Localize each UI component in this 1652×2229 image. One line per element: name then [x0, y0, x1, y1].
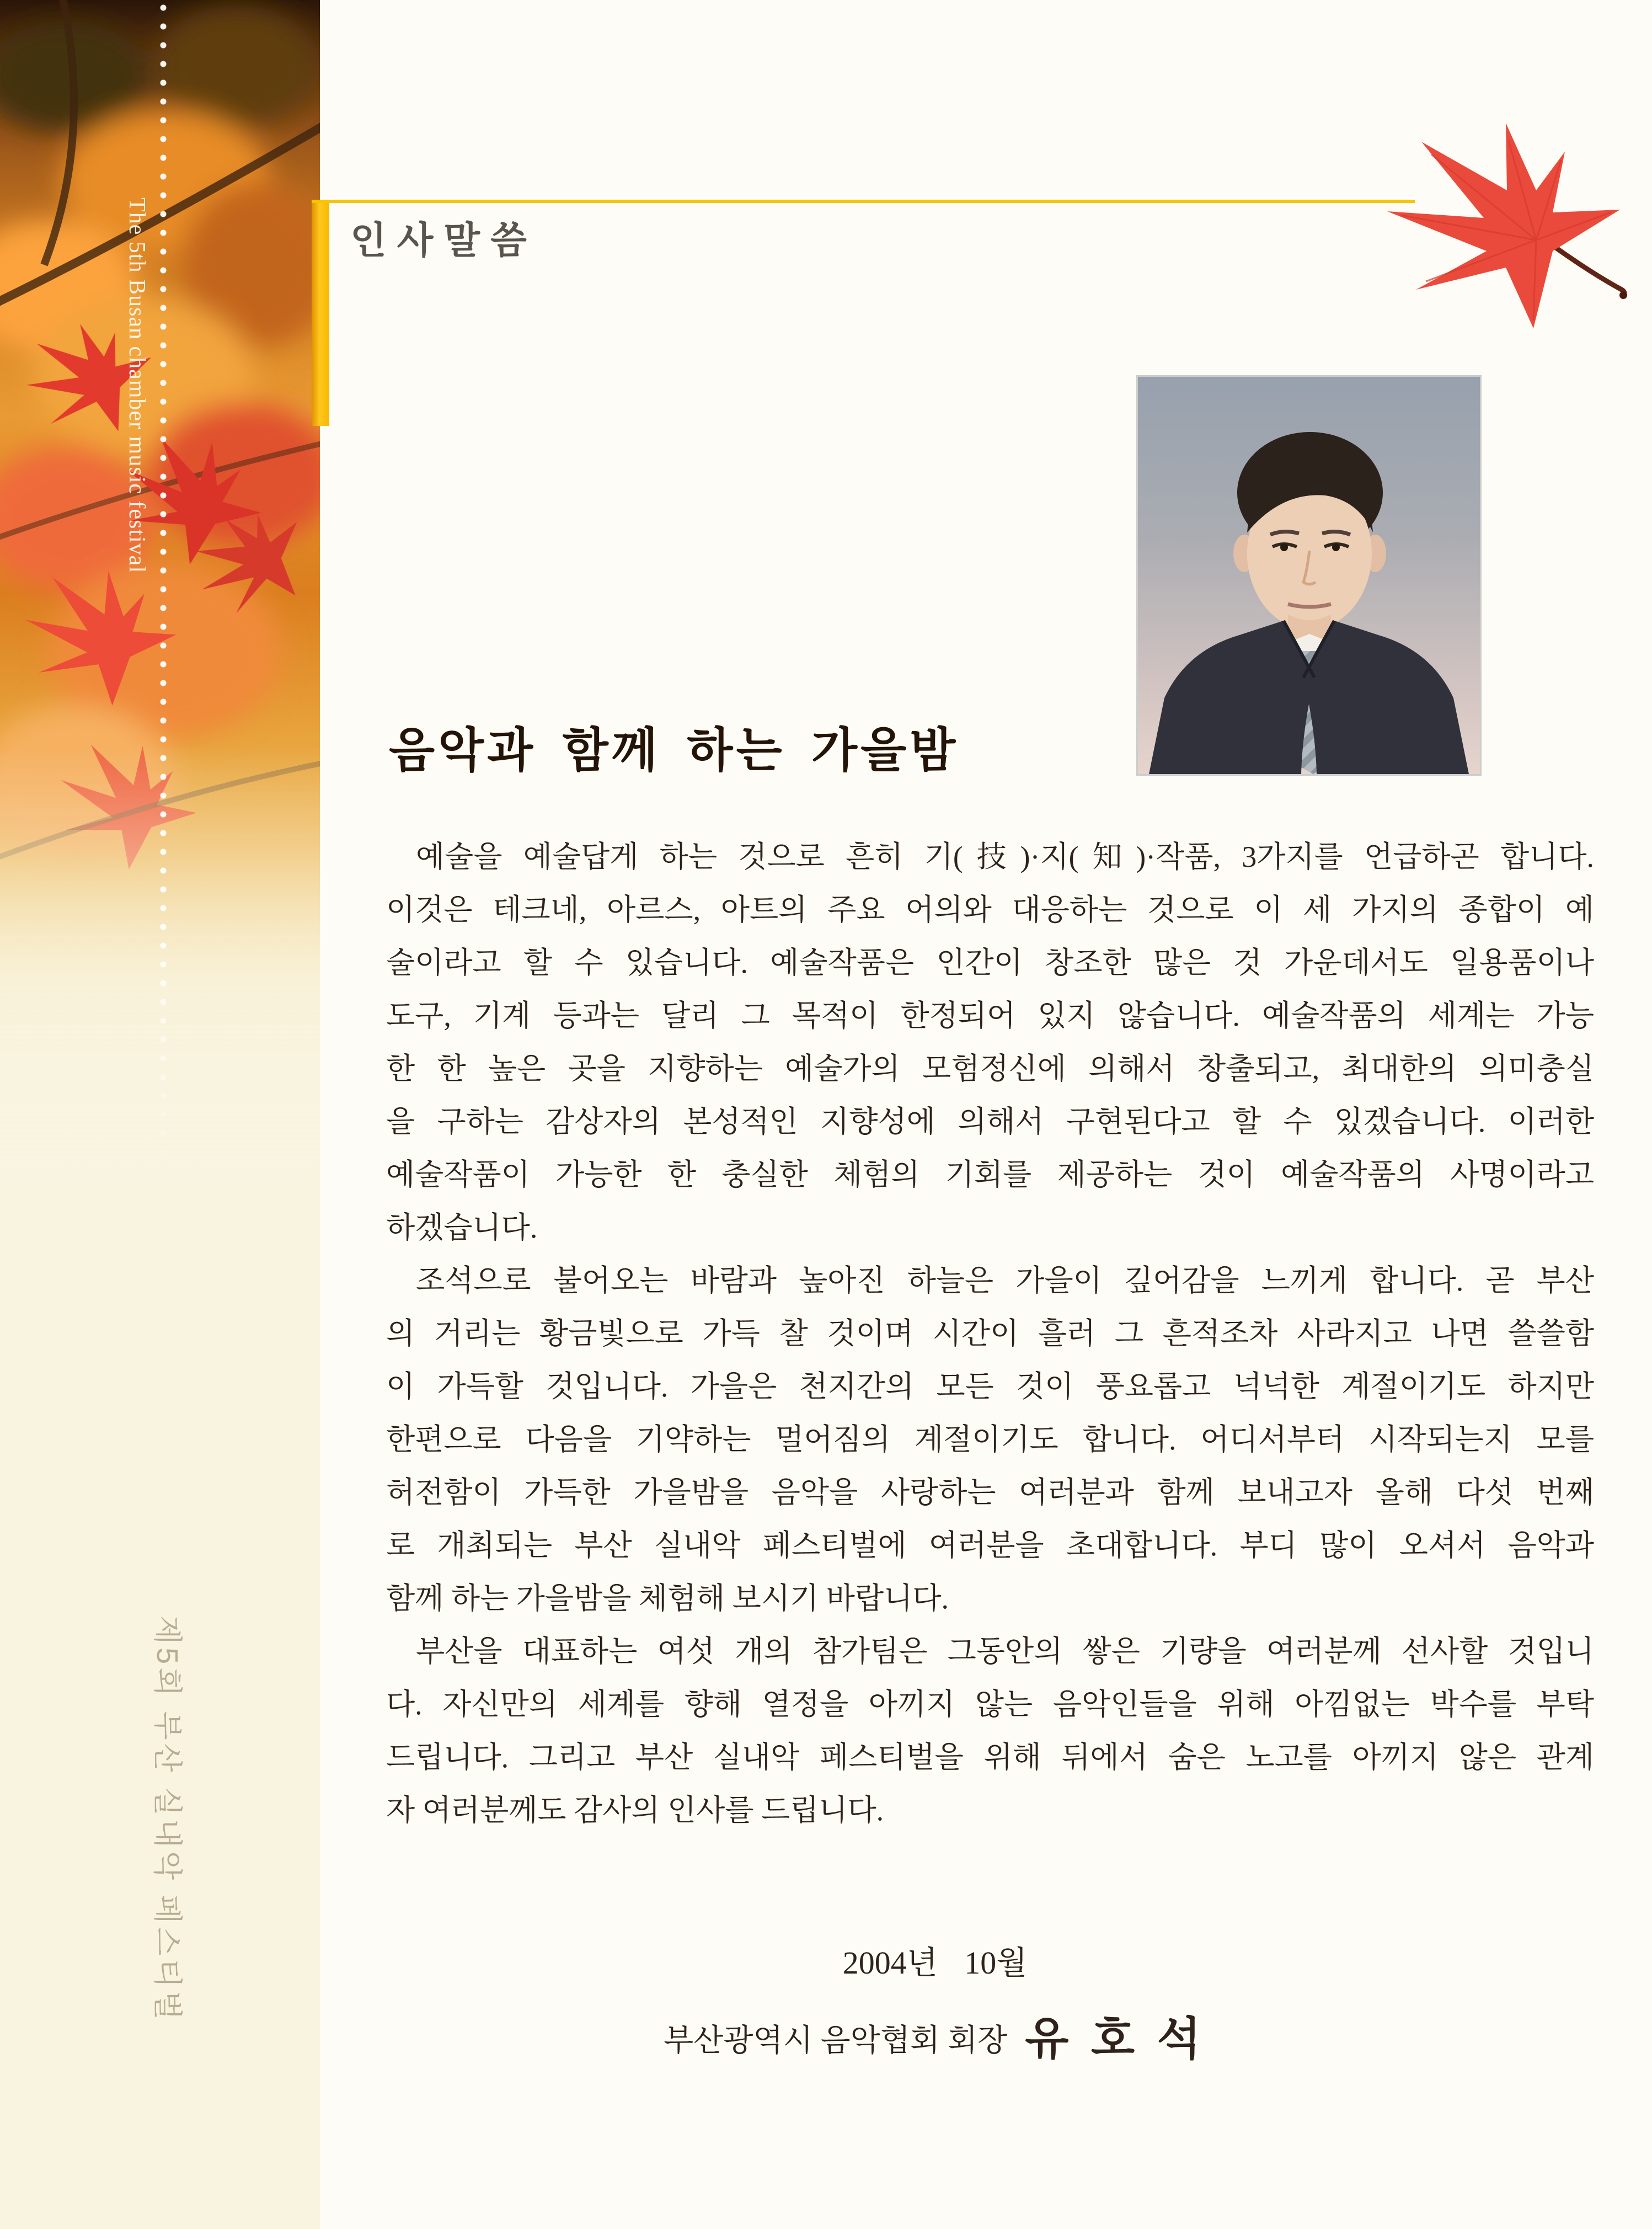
yellow-accent-bar: [312, 200, 329, 426]
body-text-line: 술이라고 할 수 있습니다. 예술작품은 인간이 창조한 많은 것 가운데서도 일용품이나: [386, 946, 1594, 979]
body-text-line: 조석으로 불어오는 바람과 높아진 하늘은 가을이 깊어감을 느끼게 합니다. 곧 부산: [416, 1264, 1594, 1297]
body-text-line: 하겠습니다.: [386, 1211, 538, 1244]
vertical-festival-title-en: The 5th Busan chamber music festival: [124, 198, 149, 573]
section-title: 인사말씀: [350, 220, 537, 262]
signature-line: [386, 2003, 1484, 2067]
body-text-line: 부산을 대표하는 여섯 개의 참가팀은 그동안의 쌓은 기량을 여러분께 선사할 것입니: [416, 1635, 1594, 1668]
maple-leaf-icon: [1368, 108, 1638, 345]
greeting-title: 음악과 함께 하는 가을밤: [389, 724, 959, 777]
yellow-accent-line: [312, 200, 1415, 203]
body-text-line: 을 구하는 감상자의 본성적인 지향성에 의해서 구현된다고 할 수 있겠습니다. 이러한: [386, 1105, 1594, 1138]
vertical-festival-title-ko: 제5회 부산 실내악 페스티벌: [151, 1615, 184, 2023]
body-text-line: 예술을 예술답게 하는 것으로 흔히 기(技)·지(知)·작품, 3가지를 언급하곤 합니다.: [416, 840, 1594, 873]
dotted-divider-line: [159, 0, 167, 1186]
body-text-line: 의 거리는 황금빛으로 가득 찰 것이며 시간이 흘러 그 흔적조차 사라지고 나면 쓸쓸함: [386, 1317, 1594, 1350]
signature-organization: 부산광역시 음악협회 회장: [664, 2024, 1008, 2058]
closing-date: 2004년 10월: [842, 1945, 1028, 1981]
body-text-line: 자 여러분께도 감사의 인사를 드립니다.: [386, 1794, 884, 1827]
chairman-portrait-photo: [1136, 375, 1482, 776]
body-text-line: 이것은 테크네, 아르스, 아트의 주요 어의와 대응하는 것으로 이 세 가지의 종합이 예: [386, 893, 1594, 926]
body-text-line: 드립니다. 그리고 부산 실내악 페스티벌을 위해 뒤에서 숨은 노고를 아끼지 않은 관계: [386, 1741, 1594, 1774]
body-text-line: 한편으로 다음을 기약하는 멀어짐의 계절이기도 합니다. 어디서부터 시작되는지 모를: [386, 1423, 1594, 1456]
body-text-line: 한 한 높은 곳을 지향하는 예술가의 모험정신에 의해서 창출되고, 최대한의 의미충실: [386, 1052, 1594, 1085]
body-text-line: 다. 자신만의 세계를 향해 열정을 아끼지 않는 음악인들을 위해 아낌없는 박수를 부탁: [386, 1688, 1594, 1721]
body-text-line: 함께 하는 가을밤을 체험해 보시기 바랍니다.: [386, 1582, 949, 1615]
body-text-line: 로 개최되는 부산 실내악 페스티벌에 여러분을 초대합니다. 부디 많이 오셔서 음악과: [386, 1529, 1594, 1562]
autumn-leaves-sidebar: [0, 0, 320, 2229]
body-text-line: 예술작품이 가능한 한 충실한 체험의 기회를 제공하는 것이 예술작품의 사명이라고: [386, 1158, 1594, 1191]
body-text-line: 허전함이 가득한 가을밤을 음악을 사랑하는 여러분과 함께 보내고자 올해 다섯 번째: [386, 1476, 1594, 1509]
body-text-line: 이 가득할 것입니다. 가을은 천지간의 모든 것이 풍요롭고 넉넉한 계절이기도 하지만: [386, 1370, 1594, 1403]
signature-name: 유 호 석: [1025, 2014, 1206, 2064]
body-text: [386, 830, 1594, 1837]
body-text-line: 도구, 기계 등과는 달리 그 목적이 한정되어 있지 않습니다. 예술작품의 세계는 가능: [386, 999, 1594, 1032]
